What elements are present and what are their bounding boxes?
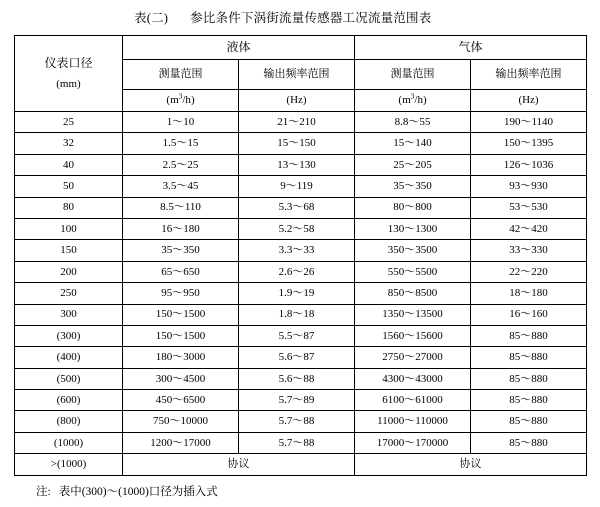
- table-row: [15, 325, 587, 346]
- cell-gas-freq: 42～420: [471, 218, 587, 239]
- table-row: [15, 197, 587, 218]
- cell-liquid-freq: 1.8～18: [239, 304, 355, 325]
- cell-diameter: (300): [15, 325, 123, 346]
- cell-gas-freq: 190～1140: [471, 112, 587, 133]
- table-body: [15, 112, 587, 476]
- cell-diameter: (500): [15, 368, 123, 389]
- cell-gas-freq: 53～530: [471, 197, 587, 218]
- table-row: [15, 283, 587, 304]
- unit-base-2: m: [402, 94, 411, 107]
- cell-liquid-range: 450～6500: [123, 390, 239, 411]
- cell-gas-range: 350～3500: [355, 240, 471, 261]
- cell-diameter: 40: [15, 154, 123, 175]
- unit-sup-2: 3: [410, 91, 415, 101]
- cell-liquid-range: 300～4500: [123, 368, 239, 389]
- cell-liquid-range: 95～950: [123, 283, 239, 304]
- cell-liquid-freq: 15～150: [239, 133, 355, 154]
- cell-liquid-range: 1～10: [123, 112, 239, 133]
- cell-gas-freq: 16～160: [471, 304, 587, 325]
- unit-sup-1: 3: [178, 91, 183, 101]
- cell-gas-range: 15～140: [355, 133, 471, 154]
- cell-gas-range: 850～8500: [355, 283, 471, 304]
- cell-diameter: 300: [15, 304, 123, 325]
- unit-tail-2: /h: [414, 94, 423, 107]
- cell-liquid-freq: 5.3～68: [239, 197, 355, 218]
- cell-liquid-freq: 5.6～87: [239, 347, 355, 368]
- cell-gas-range: 11000～110000: [355, 411, 471, 432]
- cell-gas-freq: 33～330: [471, 240, 587, 261]
- cell-diameter: 250: [15, 283, 123, 304]
- header-gas-freq: 输出频率范围: [471, 60, 587, 90]
- unit-gas-range: $(m^3/h)$: [355, 90, 471, 112]
- cell-gas-freq: 85～880: [471, 347, 587, 368]
- header-diameter-unit: (mm): [56, 77, 81, 90]
- cell-gas-freq: 85～880: [471, 368, 587, 389]
- cell-gas-freq: 85～880: [471, 411, 587, 432]
- cell-diameter: 25: [15, 112, 123, 133]
- unit-base-1: m: [170, 94, 179, 107]
- unit-liquid-range: $(m^3/h)$: [123, 90, 239, 112]
- cell-gas-range: 8.8～55: [355, 112, 471, 133]
- cell-liquid-freq: 13～130: [239, 154, 355, 175]
- table-row: [15, 390, 587, 411]
- cell-gas-range: 4300～43000: [355, 368, 471, 389]
- cell-gas-freq: 18～180: [471, 283, 587, 304]
- cell-liquid-range: 65～650: [123, 261, 239, 282]
- unit-tail-1: /h: [182, 94, 191, 107]
- table-row: [15, 112, 587, 133]
- cell-liquid-freq: 5.7～88: [239, 411, 355, 432]
- table-row: [15, 154, 587, 175]
- header-row-groups: [15, 36, 587, 60]
- cell-diameter: 150: [15, 240, 123, 261]
- note-text: 表中(300)～(1000)口径为插入式: [58, 485, 218, 498]
- cell-liquid-range: 150～1500: [123, 304, 239, 325]
- table-row: [15, 240, 587, 261]
- flow-range-table: [14, 35, 587, 476]
- cell-liquid-range: 3.5～45: [123, 176, 239, 197]
- cell-diameter: (800): [15, 411, 123, 432]
- header-gas-range: 测量范围: [355, 60, 471, 90]
- cell-gas-freq: 93～930: [471, 176, 587, 197]
- table-row: [15, 176, 587, 197]
- table-note: [14, 483, 586, 499]
- cell-gas-range: 130～1300: [355, 218, 471, 239]
- cell-liquid-agreement: 协议: [123, 454, 355, 475]
- cell-liquid-freq: 5.2～58: [239, 218, 355, 239]
- cell-liquid-range: 1.5～15: [123, 133, 239, 154]
- table-header: [15, 36, 587, 112]
- cell-liquid-freq: 5.5～87: [239, 325, 355, 346]
- unit-liquid-freq: (Hz): [239, 90, 355, 112]
- cell-gas-range: 1560～15600: [355, 325, 471, 346]
- cell-diameter: 50: [15, 176, 123, 197]
- header-group-liquid: 液体: [123, 36, 355, 60]
- table-row: [15, 304, 587, 325]
- cell-liquid-freq: 21～210: [239, 112, 355, 133]
- header-group-gas: 气体: [355, 36, 587, 60]
- cell-diameter: 80: [15, 197, 123, 218]
- cell-gas-range: 80～800: [355, 197, 471, 218]
- cell-diameter: 200: [15, 261, 123, 282]
- cell-gas-range: 35～350: [355, 176, 471, 197]
- header-liquid-freq: 输出频率范围: [239, 60, 355, 90]
- cell-liquid-range: 1200～17000: [123, 432, 239, 453]
- cell-gas-range: 1350～13500: [355, 304, 471, 325]
- cell-gas-freq: 150～1395: [471, 133, 587, 154]
- cell-gas-freq: 85～880: [471, 432, 587, 453]
- table-row: [15, 261, 587, 282]
- table-row: [15, 432, 587, 453]
- cell-gas-agreement: 协议: [355, 454, 587, 475]
- caption-title: 参比条件下涡街流量传感器工况流量范围表: [190, 11, 432, 25]
- cell-liquid-freq: 5.7～89: [239, 390, 355, 411]
- table-row: [15, 133, 587, 154]
- cell-liquid-range: 35～350: [123, 240, 239, 261]
- cell-diameter: 100: [15, 218, 123, 239]
- header-diameter: [15, 36, 123, 112]
- note-label: 注:: [36, 485, 51, 498]
- cell-gas-freq: 85～880: [471, 325, 587, 346]
- cell-liquid-freq: 3.3～33: [239, 240, 355, 261]
- cell-gas-freq: 22～220: [471, 261, 587, 282]
- cell-liquid-range: 16～180: [123, 218, 239, 239]
- header-diameter-label: 仪表口径: [44, 55, 93, 70]
- table-caption: [14, 8, 586, 26]
- cell-diameter: >(1000): [15, 454, 123, 475]
- cell-gas-range: 25～205: [355, 154, 471, 175]
- cell-liquid-range: 2.5～25: [123, 154, 239, 175]
- cell-gas-range: 2750～27000: [355, 347, 471, 368]
- cell-liquid-range: 150～1500: [123, 325, 239, 346]
- table-row: [15, 411, 587, 432]
- cell-gas-range: 550～5500: [355, 261, 471, 282]
- cell-liquid-range: 8.5～110: [123, 197, 239, 218]
- cell-gas-freq: 126～1036: [471, 154, 587, 175]
- unit-gas-freq: (Hz): [471, 90, 587, 112]
- cell-gas-range: 17000～170000: [355, 432, 471, 453]
- header-liquid-range: 测量范围: [123, 60, 239, 90]
- caption-number: 表(二): [134, 11, 169, 25]
- cell-liquid-range: 750～10000: [123, 411, 239, 432]
- cell-liquid-freq: 1.9～19: [239, 283, 355, 304]
- cell-liquid-freq: 2.6～26: [239, 261, 355, 282]
- table-row-agreement: [15, 454, 587, 475]
- cell-diameter: (1000): [15, 432, 123, 453]
- table-row: [15, 347, 587, 368]
- cell-diameter: (600): [15, 390, 123, 411]
- table-row: [15, 368, 587, 389]
- table-row: [15, 218, 587, 239]
- cell-liquid-freq: 5.7～88: [239, 432, 355, 453]
- cell-gas-freq: 85～880: [471, 390, 587, 411]
- cell-liquid-freq: 5.6～88: [239, 368, 355, 389]
- cell-diameter: (400): [15, 347, 123, 368]
- cell-liquid-range: 180～3000: [123, 347, 239, 368]
- cell-liquid-freq: 9～119: [239, 176, 355, 197]
- cell-gas-range: 6100～61000: [355, 390, 471, 411]
- cell-diameter: 32: [15, 133, 123, 154]
